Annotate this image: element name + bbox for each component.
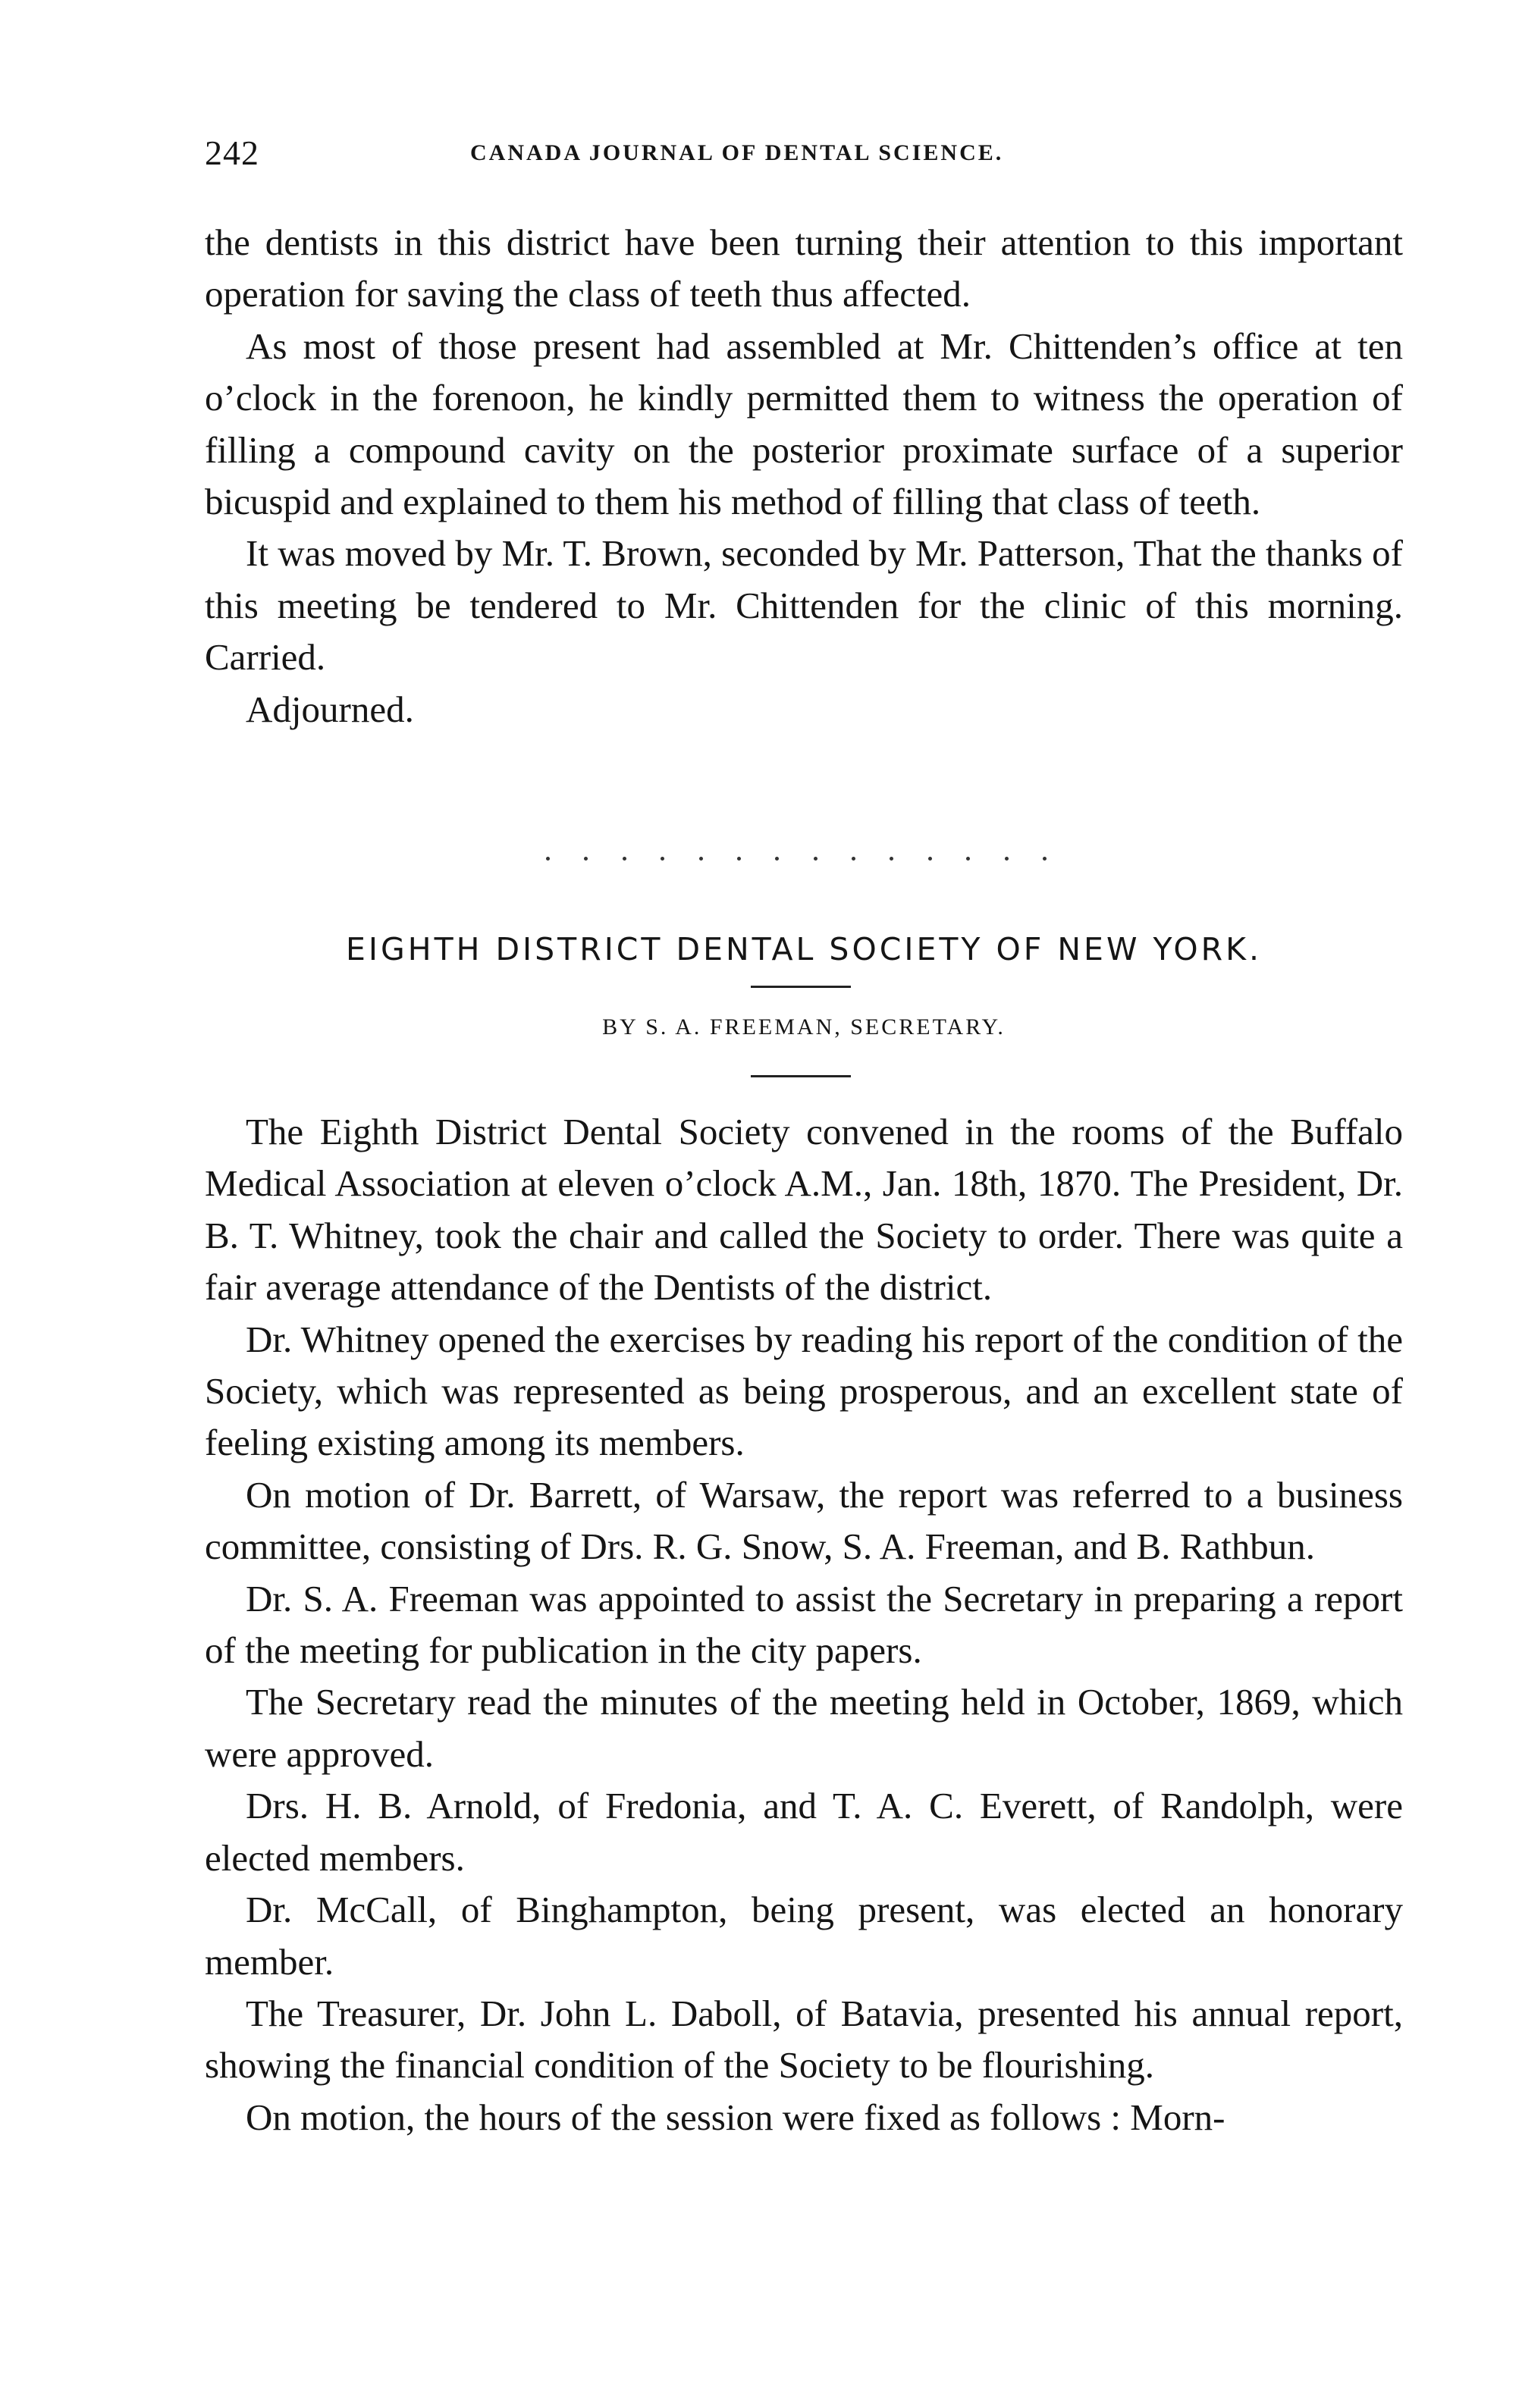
paragraph: Dr. McCall, of Binghampton, being present, was elected an honorary member.	[205, 1889, 1403, 1983]
paragraph: The Eighth District Dental Society convened in the rooms of the Buffalo Medical Association at eleven o’clock A.M., Jan. 18th, 1870. The President, Dr. B. T. Whitney, took the chair and called the Society to order. There was quite a fair average attendance of the Dentists of the district.	[205, 1111, 1403, 1309]
paragraph: Dr. Whitney opened the exercises by reading his report of the condition of the Society, which was represented as being prosperous, and an excellent state of feeling existing among its members.	[205, 1318, 1403, 1464]
paragraph: On motion, the hours of the session were fixed as follows : Morn-	[246, 2096, 1225, 2138]
paragraph: Dr. S. A. Freeman was appointed to assist the Secretary in preparing a report of the meeting for publication in the city papers.	[205, 1577, 1403, 1672]
byline-rule	[751, 1075, 851, 1077]
section-separator-dots	[546, 851, 1047, 866]
journal-title: CANADA JOURNAL OF DENTAL SCIENCE.	[470, 140, 1004, 165]
paragraph: The Secretary read the minutes of the meeting held in October, 1869, which were approved.	[205, 1681, 1403, 1775]
running-head	[205, 130, 1403, 176]
paragraph: The Treasurer, Dr. John L. Daboll, of Batavia, presented his annual report, showing the financial condition of the Society to be flourishing.	[205, 1992, 1403, 2087]
society-report-text	[205, 1106, 1403, 2143]
heading-rule	[751, 986, 851, 988]
section-heading: EIGHTH DISTRICT DENTAL SOCIETY OF NEW YORK.	[345, 931, 1262, 967]
paragraph: On motion of Dr. Barrett, of Warsaw, the report was referred to a business committee, consisting of Drs. R. G. Snow, S. A. Freeman, and B. Rathbun.	[205, 1473, 1403, 1568]
byline: BY S. A. FREEMAN, SECRETARY.	[602, 1014, 1006, 1039]
paragraph: Drs. H. B. Arnold, of Fredonia, and T. A. C. Everett, of Randolph, were elected members.	[205, 1785, 1403, 1879]
page-number: 242	[205, 133, 259, 172]
paragraph: As most of those present had assembled at Mr. Chittenden’s office at ten o’clock in the forenoon, he kindly permitted them to witness the operation of filling a compound cavity on the posterior proximate surface of a superior bicuspid and explained to them his method of filling that class of teeth.	[205, 325, 1403, 523]
previous-report-text	[205, 217, 1403, 735]
paragraph: the dentists in this district have been turning their attention to this important operation for saving the class of teeth thus affected.	[205, 221, 1403, 315]
paragraph: Adjourned.	[246, 688, 414, 730]
paragraph: It was moved by Mr. T. Brown, seconded by Mr. Patterson, That the thanks of this meeting be tendered to Mr. Chittenden for the clinic of this morning. Carried.	[205, 532, 1403, 679]
